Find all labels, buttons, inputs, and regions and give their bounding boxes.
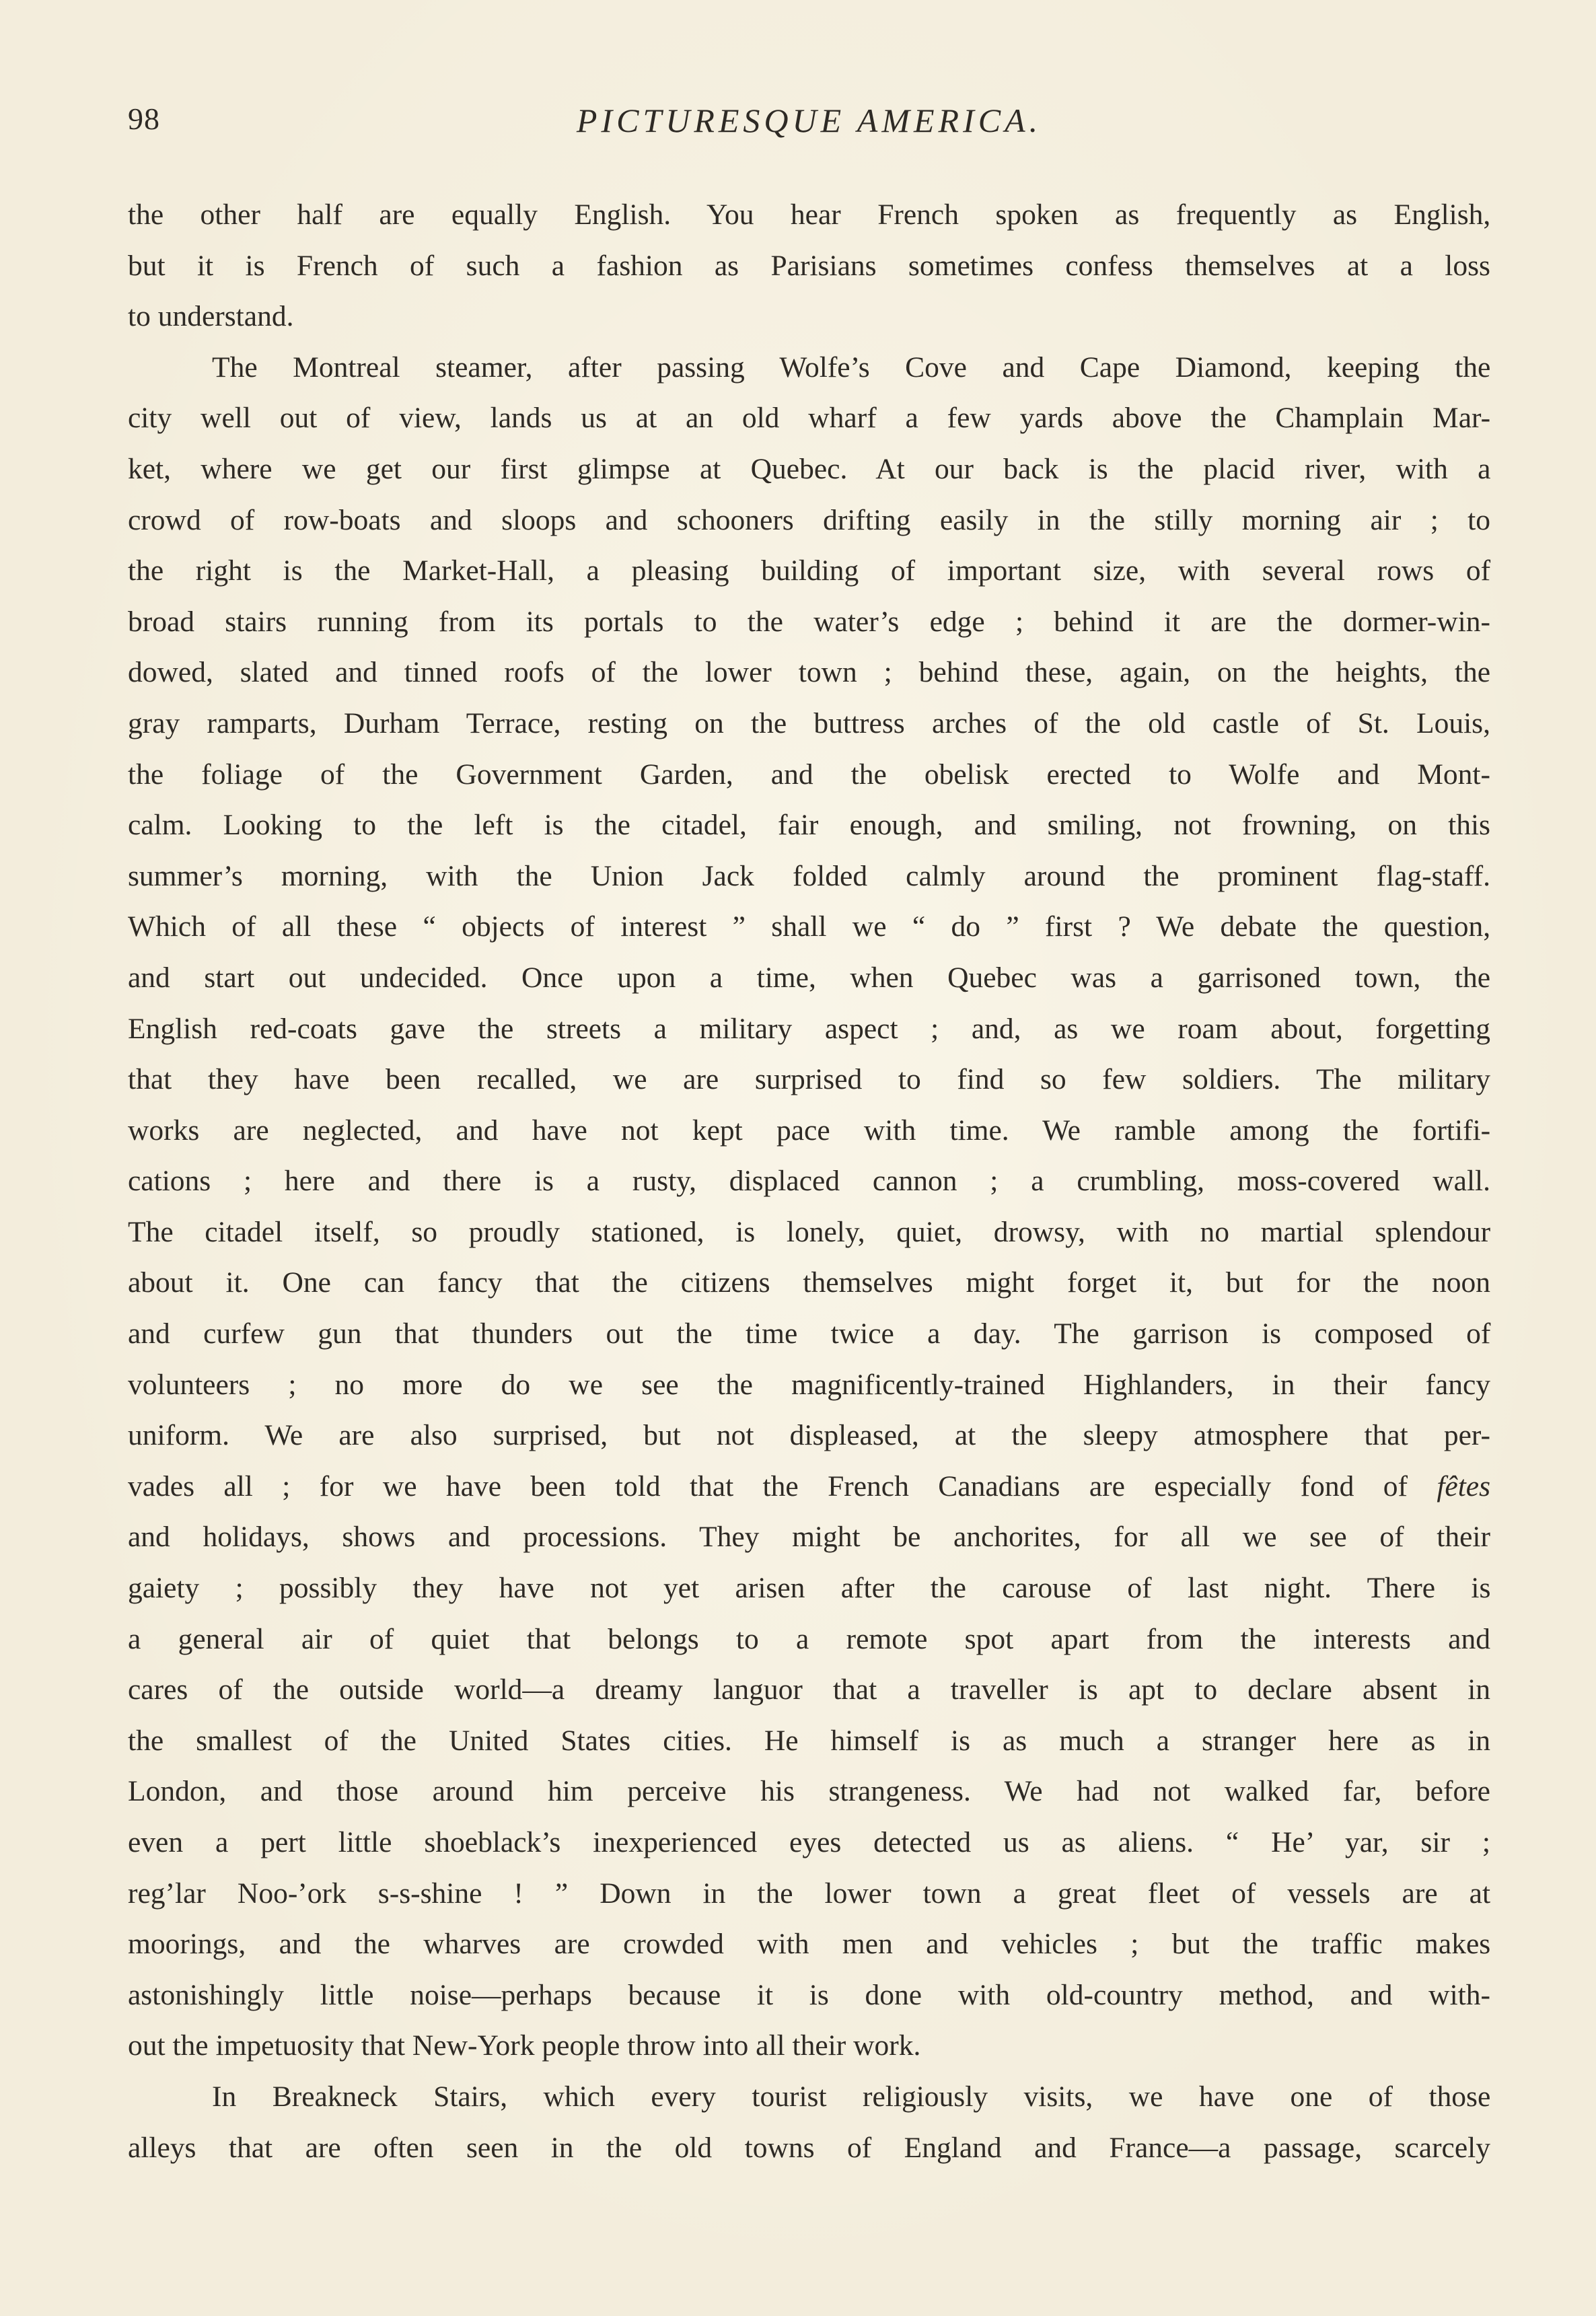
running-title: PICTURESQUE AMERICA. — [576, 102, 1042, 139]
text-line: calm. Looking to the left is the citadel, fair enough, and smiling, not frowning, on this — [128, 809, 1490, 842]
text-line: ket, where we get our first glimpse at Quebec. At our back is the placid river, with a — [128, 452, 1491, 485]
text-line: broad stairs running from its portals to the water’s edge ; behind it are the dormer-win- — [128, 605, 1490, 638]
text-line: and start out undecided. Once upon a time, when Quebec was a garrisoned town, the — [128, 961, 1491, 994]
text-line: dowed, slated and tinned roofs of the lower town ; behind these, again, on the heights, the — [128, 656, 1490, 689]
text-line: English red-coats gave the streets a military aspect ; and, as we roam about, forgetting — [128, 1012, 1491, 1045]
page-number: 98 — [128, 102, 160, 136]
text-line: uniform. We are also surprised, but not displeased, at the sleepy atmosphere that per- — [128, 1419, 1490, 1452]
text-line: Which of all these “ objects of interest ” shall we “ do ” first ? We debate the question, — [128, 910, 1491, 943]
text-line-with-italic — [128, 1461, 1490, 1513]
text-line: cations ; here and there is a rusty, displaced cannon ; a crumbling, moss-covered wall. — [128, 1165, 1490, 1198]
text-line: a general air of quiet that belongs to a remote spot apart from the interests and — [128, 1622, 1490, 1655]
text-line: and holidays, shows and processions. They might be anchorites, for all we see of their — [128, 1521, 1490, 1554]
text-line: out the impetuosity that New-York people throw into all their work. — [128, 2029, 921, 2062]
text-line-segment: vades all ; for we have been told that the French Canadians are especially fond of — [128, 1470, 1408, 1503]
text-line: gaiety ; possibly they have not yet arisen after the carouse of last night. There is — [128, 1572, 1491, 1605]
text-line: moorings, and the wharves are crowded with men and vehicles ; but the traffic makes — [128, 1928, 1491, 1961]
text-line: reg’lar Noo-’ork s-s-shine ! ” Down in the lower town a great fleet of vessels are at — [128, 1877, 1491, 1910]
text-line: about it. One can fancy that the citizens themselves might forget it, but for the noon — [128, 1266, 1490, 1299]
text-line: that they have been recalled, we are surprised to find so few soldiers. The military — [128, 1063, 1490, 1096]
text-line: the foliage of the Government Garden, and the obelisk erected to Wolfe and Mont- — [128, 758, 1490, 791]
text-line: gray ramparts, Durham Terrace, resting on the buttress arches of the old castle of St. Louis, — [128, 707, 1490, 739]
text-line: but it is French of such a fashion as Parisians sometimes confess themselves at a loss — [128, 249, 1490, 282]
text-line: volunteers ; no more do we see the magnificently-trained Highlanders, in their fancy — [128, 1368, 1491, 1401]
text-line: city well out of view, lands us at an old wharf a few yards above the Champlain Mar- — [128, 402, 1491, 435]
text-line: to understand. — [128, 300, 294, 333]
text-line: The Montreal steamer, after passing Wolfe’s Cove and Cape Diamond, keeping the — [212, 351, 1491, 384]
text-line: the smallest of the United States cities. He himself is as much a stranger here as in — [128, 1724, 1490, 1757]
text-line: London, and those around him perceive his strangeness. We had not walked far, before — [128, 1775, 1490, 1808]
text-line: the other half are equally English. You hear French spoken as frequently as English, — [128, 198, 1491, 231]
text-line: In Breakneck Stairs, which every tourist religiously visits, we have one of those — [212, 2080, 1491, 2113]
text-line: The citadel itself, so proudly stationed, is lonely, quiet, drowsy, with no martial splendour — [128, 1215, 1491, 1248]
text-line: the right is the Market-Hall, a pleasing building of important size, with several rows of — [128, 554, 1491, 587]
italic-word: fêtes — [1437, 1470, 1491, 1503]
text-line: astonishingly little noise—perhaps because it is done with old-country method, and with- — [128, 1978, 1490, 2011]
text-line: summer’s morning, with the Union Jack folded calmly around the prominent flag-staff. — [128, 859, 1490, 892]
body-text — [128, 190, 1490, 2173]
text-line: alleys that are often seen in the old towns of England and France—a passage, scarcely — [128, 2131, 1491, 2164]
text-line: crowd of row-boats and sloops and schooners drifting easily in the stilly morning air ; to — [128, 503, 1490, 536]
text-line: cares of the outside world—a dreamy languor that a traveller is apt to declare absent in — [128, 1673, 1491, 1706]
text-line: works are neglected, and have not kept pace with time. We ramble among the fortifi- — [128, 1114, 1491, 1147]
running-head — [128, 101, 1490, 155]
text-line: and curfew gun that thunders out the time twice a day. The garrison is composed of — [128, 1317, 1491, 1350]
text-line: even a pert little shoeblack’s inexperienced eyes detected us as aliens. “ He’ yar, sir ; — [128, 1826, 1490, 1858]
